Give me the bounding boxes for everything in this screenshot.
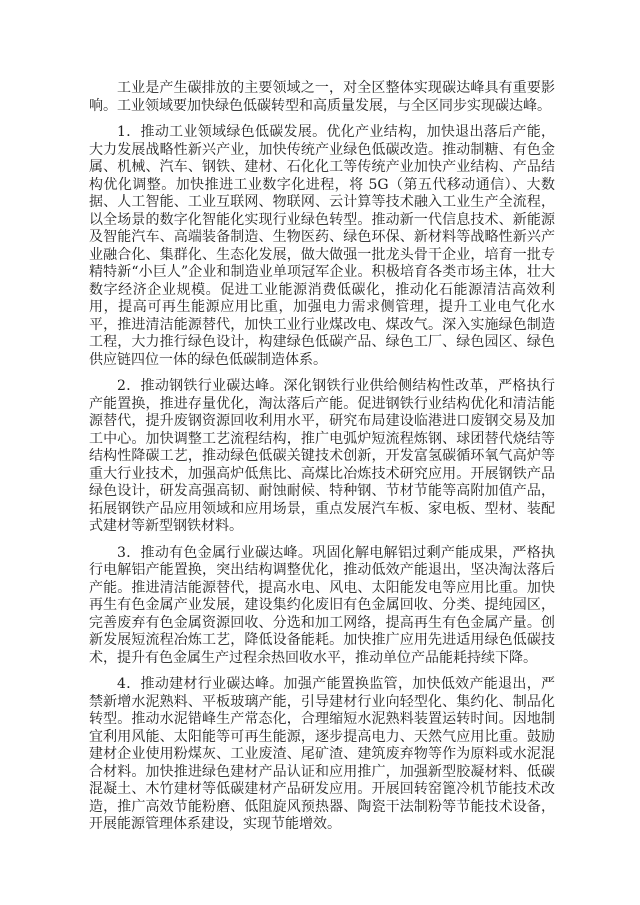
para-1-industrial-green-development: 1．推动工业领域绿色低碳发展。优化产业结构，加快退出落后产能，大力发展战略性新兴产业，加快传统产业绿色低碳改造。推动制糖、有色金属、机械、汽车、钢铁、建材、石化化工等传统产业加快产业结构、产品结构优化调整。加快推进工业数字化进程，将 5G（第五代移动通信）、大数据、人工智能、工业互联网、物联网、云计算等技术融入工业生产全流程，以全场景的数字化智能化实现行业绿色转型。推动新一代信息技术、新能源及智能汽车、高端装备制造、生物医药、绿色环保、新材料等战略性新兴产业融合化、集群化、生态化发展，做大做强一批龙头骨干企业，培育一批专精特新“小巨人”企业和制造业单项冠军企业。积极培育各类市场主体，壮大数字经济企业规模。促进工业能源消费低碳化，推动化石能源清洁高效利用，提高可再生能源应用比重，加强电力需求侧管理，提升工业电气化水平，推进清洁能源替代，加快工业行业煤改电、煤改气。深入实施绿色制造工程，大力推行绿色设计，构建绿色低碳产品、绿色工厂、绿色园区、绿色供应链四位一体的绿色低碳制造体系。 bbox=[89, 124, 555, 368]
intro-paragraph: 工业是产生碳排放的主要领域之一，对全区整体实现碳达峰具有重要影响。工业领域要加快绿色低碳转型和高质量发展，与全区同步实现碳达峰。 bbox=[89, 80, 555, 114]
para-4-building-materials-carbon-peak: 4．推动建材行业碳达峰。加强产能置换监管，加快低效产能退出，严禁新增水泥熟料、平板玻璃产能，引导建材行业向轻型化、集约化、制品化转型。推动水泥错峰生产常态化，合理缩短水泥熟料装置运转时间。因地制宜利用风能、太阳能等可再生能源，逐步提高电力、天然气应用比重。鼓励建材企业使用粉煤灰、工业废渣、尾矿渣、建筑废弃物等作为原料或水泥混合材料。加快推进绿色建材产品认证和应用推广，加强新型胶凝材料、低碳混凝土、木竹建材等低碳建材产品研发应用。开展回转窑篦冷机节能技术改造，推广高效节能粉磨、低阻旋风预热器、陶瓷干法制粉等节能技术设备，开展能源管理体系建设，实现节能增效。 bbox=[89, 676, 555, 832]
para-2-steel-carbon-peak: 2．推动钢铁行业碳达峰。深化钢铁行业供给侧结构性改革，严格执行产能置换，推进存量优化，淘汰落后产能。促进钢铁行业结构优化和清洁能源替代，提升废钢资源回收利用水平，研究布局建设临港进口废钢交易及加工中心。加快调整工艺流程结构，推广电弧炉短流程炼钢、球团替代烧结等结构性降碳工艺，推动绿色低碳关键技术创新，开发富氢碳循环氧气高炉等重大行业技术，加强高炉低焦比、高煤比冶炼技术研究应用。开展钢铁产品绿色设计，研发高强高韧、耐蚀耐候、特种钢、节材节能等高附加值产品，拓展钢铁产品应用领域和应用场景，重点发展汽车板、家电板、型材、装配式建材等新型钢铁材料。 bbox=[89, 378, 555, 534]
para-3-nonferrous-metals-carbon-peak: 3．推动有色金属行业碳达峰。巩固化解电解铝过剩产能成果，严格执行电解铝产能置换，突出结构调整优化，推动低效产能退出，坚决淘汰落后产能。推进清洁能源替代，提高水电、风电、太阳能发电等应用比重。加快再生有色金属产业发展，建设集约化废旧有色金属回收、分类、提纯园区，完善废弃有色金属资源回收、分选和加工网络，提高再生有色金属产量。创新发展短流程冶炼工艺，降低设备能耗。加快推广应用先进适用绿色低碳技术，提升有色金属生产过程余热回收水平，推动单位产品能耗持续下降。 bbox=[89, 544, 555, 666]
